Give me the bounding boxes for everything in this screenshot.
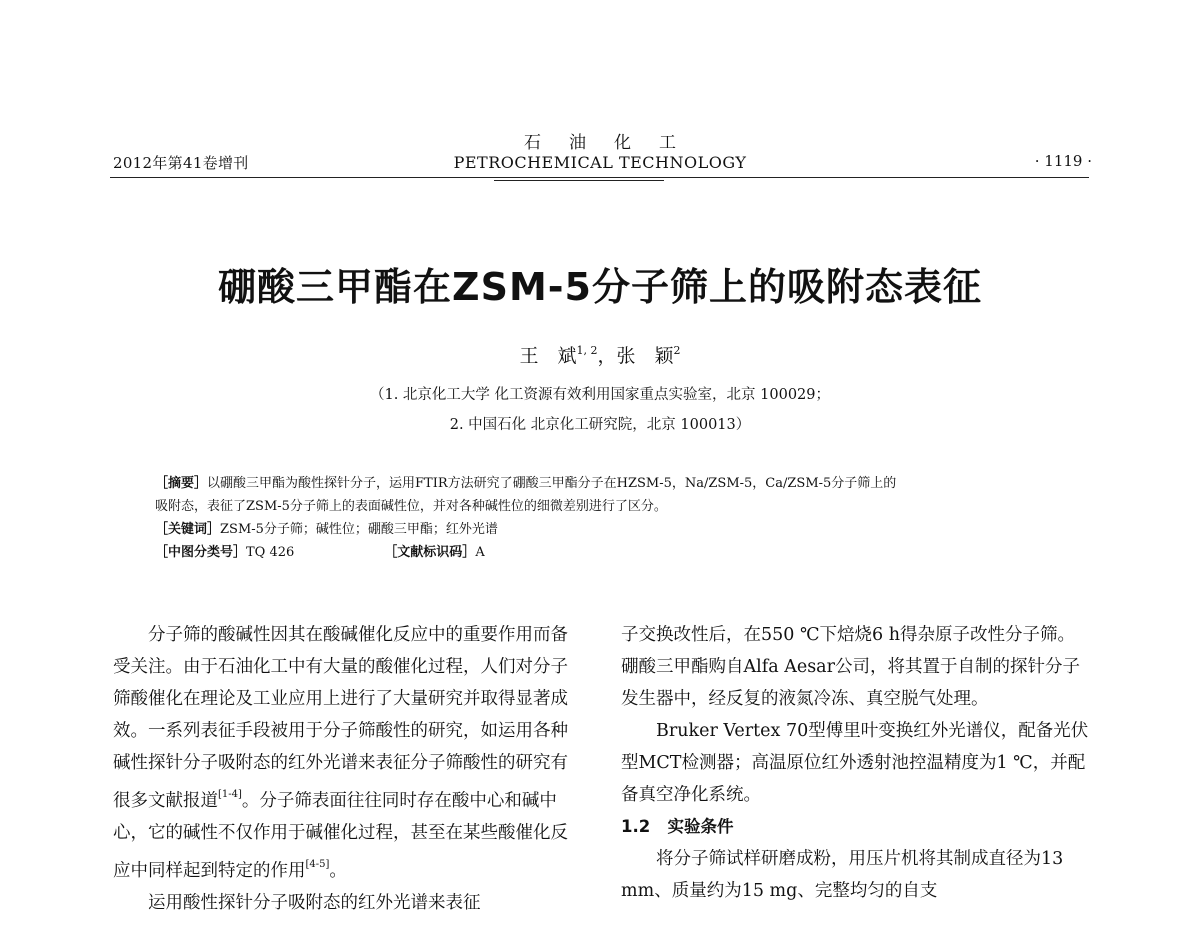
paragraph: [113, 619, 578, 887]
paragraph: Bruker Vertex 70型傅里叶变换红外光谱仪，配备光伏型MCT检测器；高温原位红外透射池控温精度为1 ℃，并配备真空净化系统。: [621, 721, 1089, 805]
author-line: [0, 341, 1200, 368]
keywords: ZSM-5分子筛；碱性位；硼酸三甲酯；红外光谱: [220, 522, 498, 537]
paragraph: 将分子筛试样研磨成粉，用压片机将其制成直径为13 mm、质量约为15 mg、完整均匀的自支: [621, 849, 1064, 901]
citation: [1-4]: [218, 789, 242, 800]
body-left-column: [113, 619, 578, 919]
doc-code: A: [475, 545, 485, 560]
affiliation-1: （1. 北京化工大学 化工资源有效利用国家重点实验室，北京 100029；: [369, 387, 830, 403]
section-title: 实验条件: [667, 817, 734, 836]
section-heading: [621, 811, 1091, 843]
article-title: 硼酸三甲酯在ZSM-5分子筛上的吸附态表征: [218, 265, 982, 309]
abstract-text-1: 以硼酸三甲酯为酸性探针分子，运用FTIR方法研究了硼酸三甲酯分子在HZSM-5，Na/ZSM-5，Ca/ZSM-5分子筛上的: [207, 476, 897, 491]
paragraph-text: 。: [329, 861, 347, 881]
paragraph: 子交换改性后，在550 ℃下焙烧6 h得杂原子改性分子筛。硼酸三甲酯购自Alfa Aesar公司，将其置于自制的探针分子发生器中，经反复的液氮冷冻、真空脱气处理。: [621, 625, 1080, 709]
header-rule: [110, 177, 1089, 178]
doc-code-label: ［文献标识码］: [384, 545, 476, 560]
journal-name-cn: 石油化工: [524, 133, 704, 153]
author-1-affil: 1, 2: [576, 344, 598, 357]
author-1: 王 斌: [519, 345, 577, 367]
paragraph-text: 。分子筛表面往往同时存在酸中心和碱中心，它的碱性不仅作用于碱催化过程，甚至在某些酸催化反应中同样起到特定的作用: [113, 791, 568, 881]
page-number: · 1119 ·: [1034, 152, 1092, 170]
clc-code: TQ 426: [246, 545, 295, 560]
author-2-affil: 2: [673, 344, 681, 357]
abstract: [155, 472, 1055, 564]
paragraph-text: 分子筛的酸碱性因其在酸碱催化反应中的重要作用而备受关注。由于石油化工中有大量的酸催化过程，人们对分子筛酸催化在理论及工业应用上进行了大量研究并取得显著成效。一系列表征手段被用于分子筛酸性的研究，如运用各种碱性探针分子吸附态的红外光谱来表征分子筛酸性的研究有很多文献报道: [113, 625, 568, 811]
author-2: 张 颖: [616, 345, 674, 367]
affiliation-2: 2. 中国石化 北京化工研究院，北京 100013）: [449, 417, 751, 433]
paragraph: 运用酸性探针分子吸附态的红外光谱来表征: [148, 893, 481, 913]
issue-label: 2012年第41卷增刊: [113, 154, 249, 172]
journal-underline: [494, 180, 664, 181]
keywords-label: ［关键词］: [155, 522, 221, 537]
author-separator: ，: [597, 345, 617, 367]
citation: [4-5]: [305, 859, 330, 870]
body-right-column: [621, 619, 1091, 907]
abstract-label: ［摘要］: [155, 476, 208, 491]
section-number: 1.2: [621, 817, 651, 836]
abstract-text-2: 吸附态，表征了ZSM-5分子筛上的表面碱性位，并对各种碱性位的细微差别进行了区分。: [155, 499, 667, 514]
journal-name-en: PETROCHEMICAL TECHNOLOGY: [453, 153, 747, 172]
clc-label: ［中图分类号］: [155, 545, 247, 560]
